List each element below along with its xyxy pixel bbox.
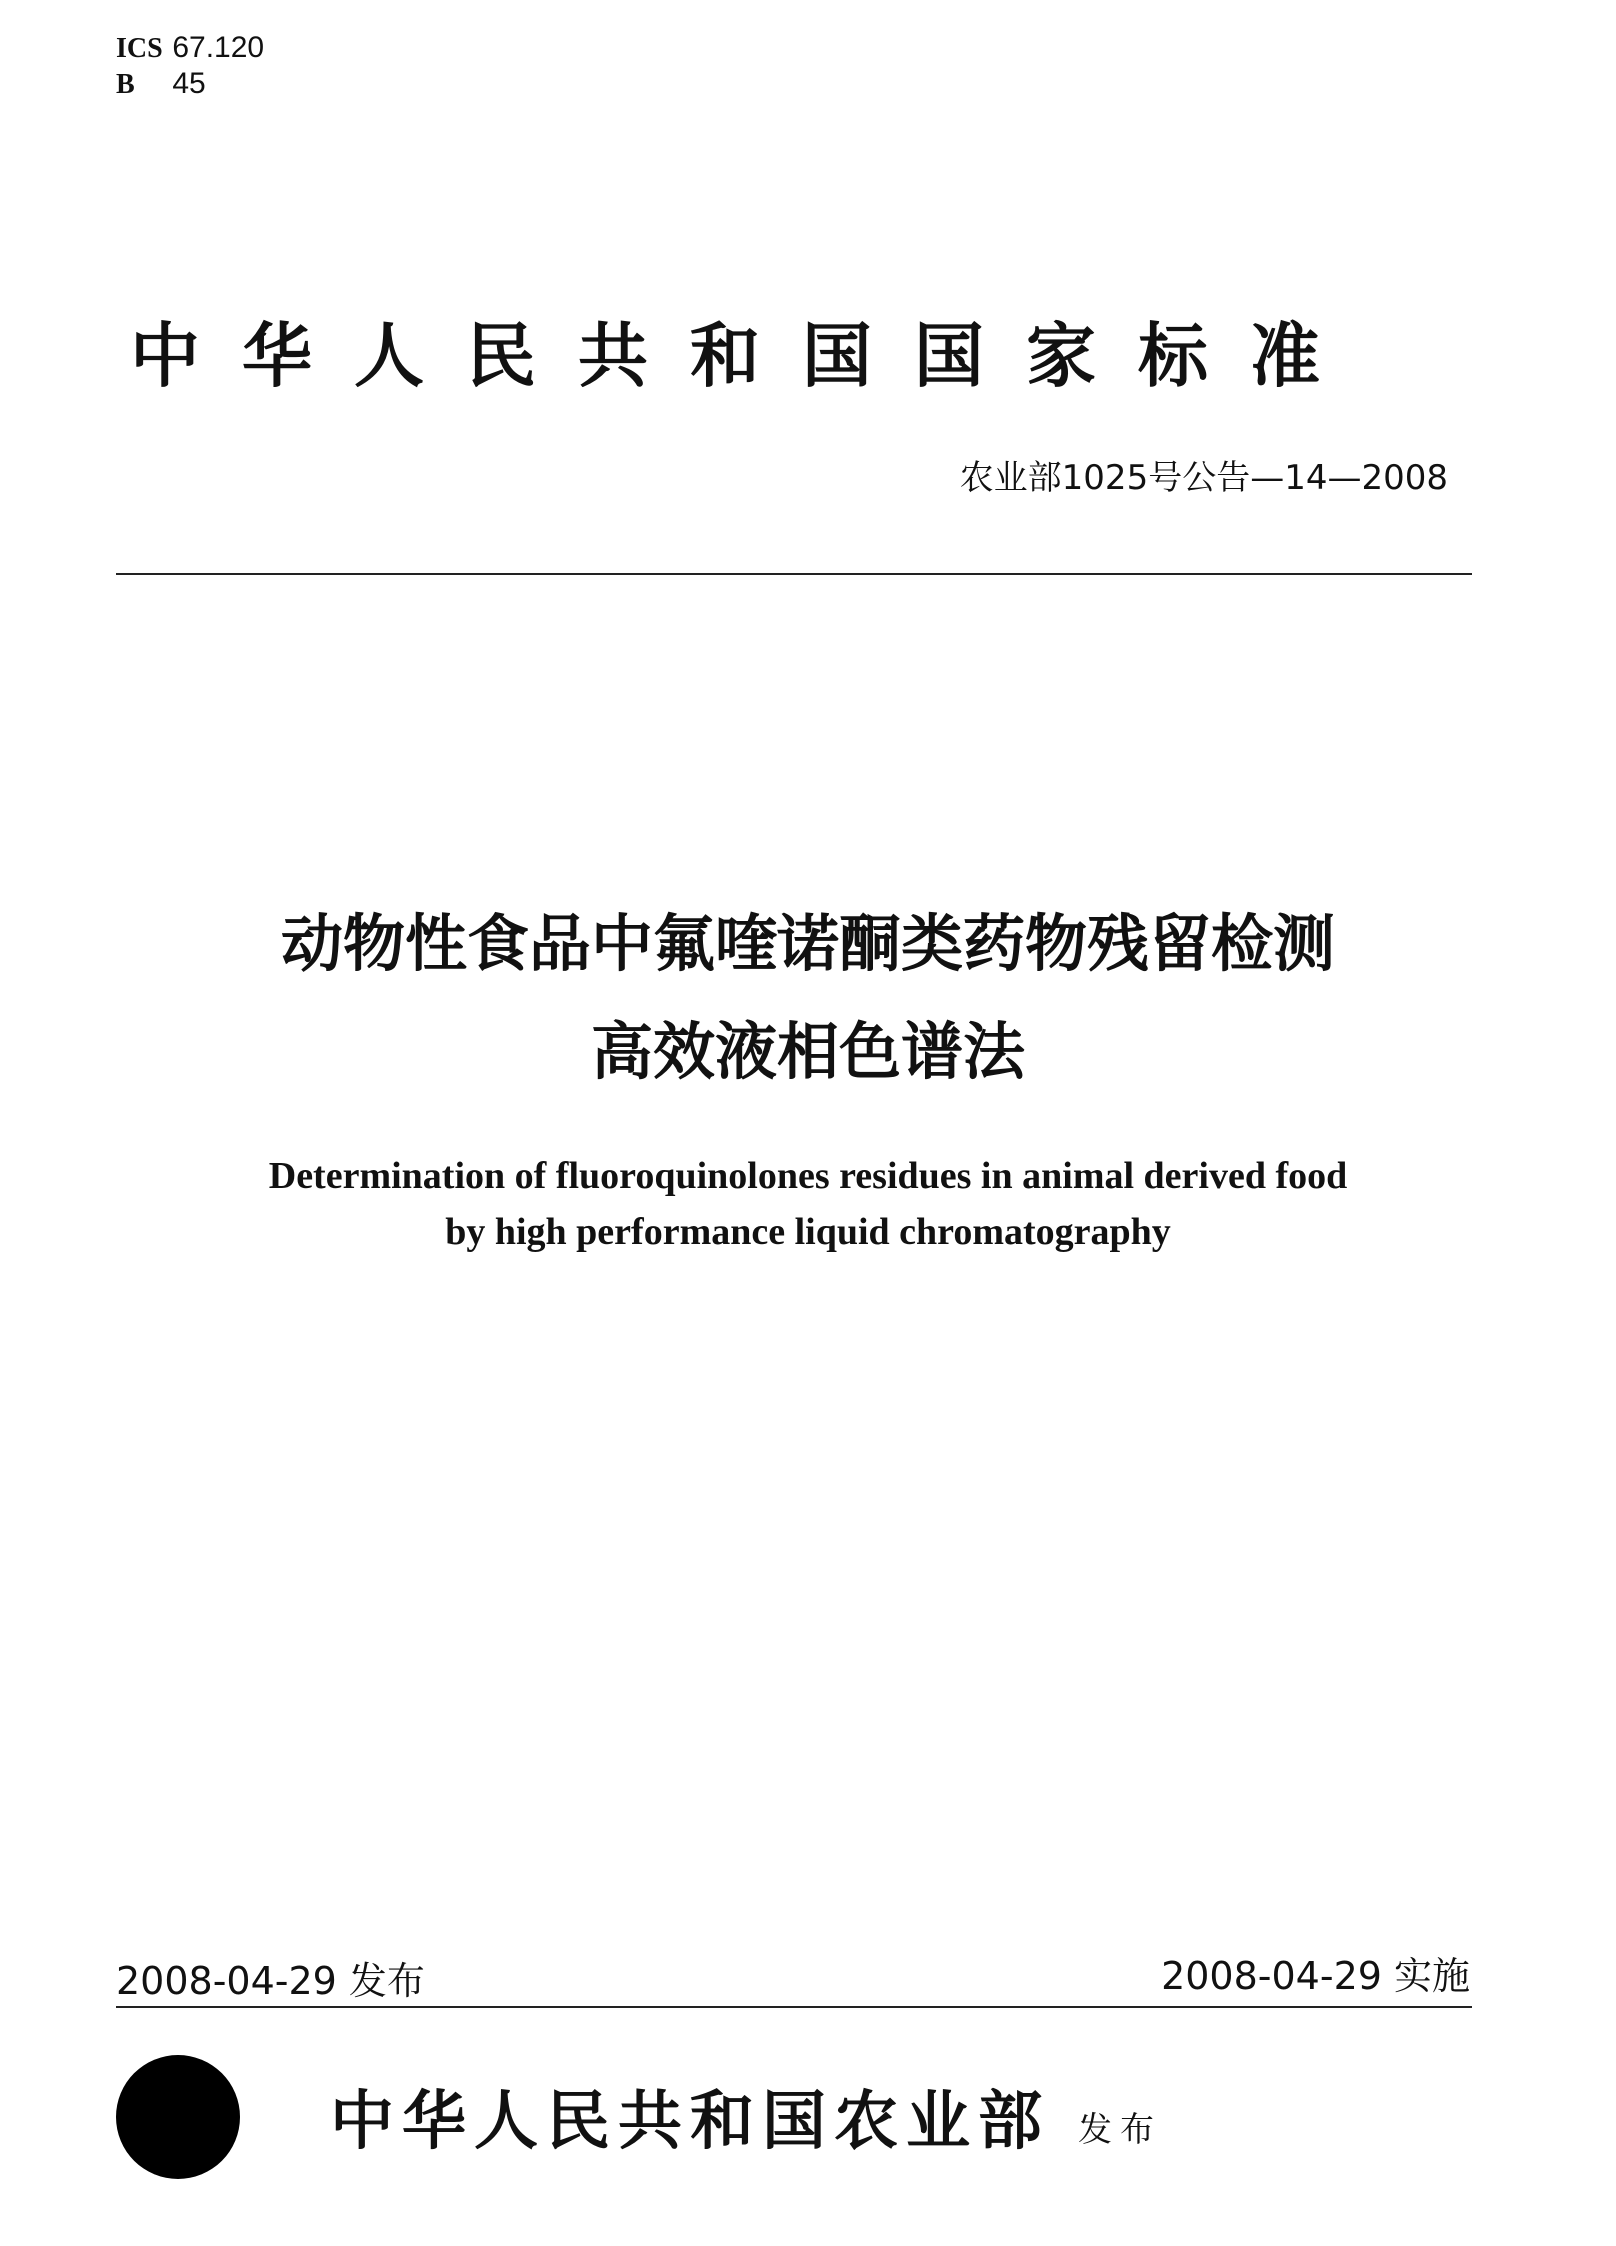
english-title <box>160 1148 1456 1260</box>
ics-label: ICS <box>116 33 163 64</box>
classification-codes <box>116 30 264 102</box>
english-title-line-1: Determination of fluoroquinolones residues in animal derived food <box>268 1155 1348 1197</box>
chinese-title-line-2: 高效液相色谱法 <box>590 1015 1025 1088</box>
publisher-name: 中华人民共和国农业部 <box>330 2084 1050 2159</box>
ccs-code: 45 <box>172 67 206 100</box>
publisher-line <box>330 2070 1162 2162</box>
publisher-action: 发布 <box>1078 2110 1162 2150</box>
header-divider <box>116 573 1472 575</box>
ccs-label: B <box>116 69 135 100</box>
ccs-line <box>116 66 264 102</box>
ics-line <box>116 30 264 66</box>
standard-type-heading: 中华人民共和国国家标准 <box>130 315 1362 397</box>
issue-date: 2008-04-29 发布 <box>116 1959 425 2003</box>
english-title-line-2: by high performance liquid chromatography <box>445 1211 1171 1253</box>
chinese-title-line-1: 动物性食品中氟喹诺酮类药物残留检测 <box>280 907 1335 980</box>
publisher-seal-icon <box>116 2055 240 2179</box>
effective-date: 2008-04-29 实施 <box>1161 1954 1470 1998</box>
footer-divider <box>116 2006 1472 2008</box>
ics-code: 67.120 <box>172 31 265 64</box>
chinese-title <box>100 890 1516 1106</box>
standard-number: 农业部1025号公告—14—2008 <box>959 458 1448 498</box>
